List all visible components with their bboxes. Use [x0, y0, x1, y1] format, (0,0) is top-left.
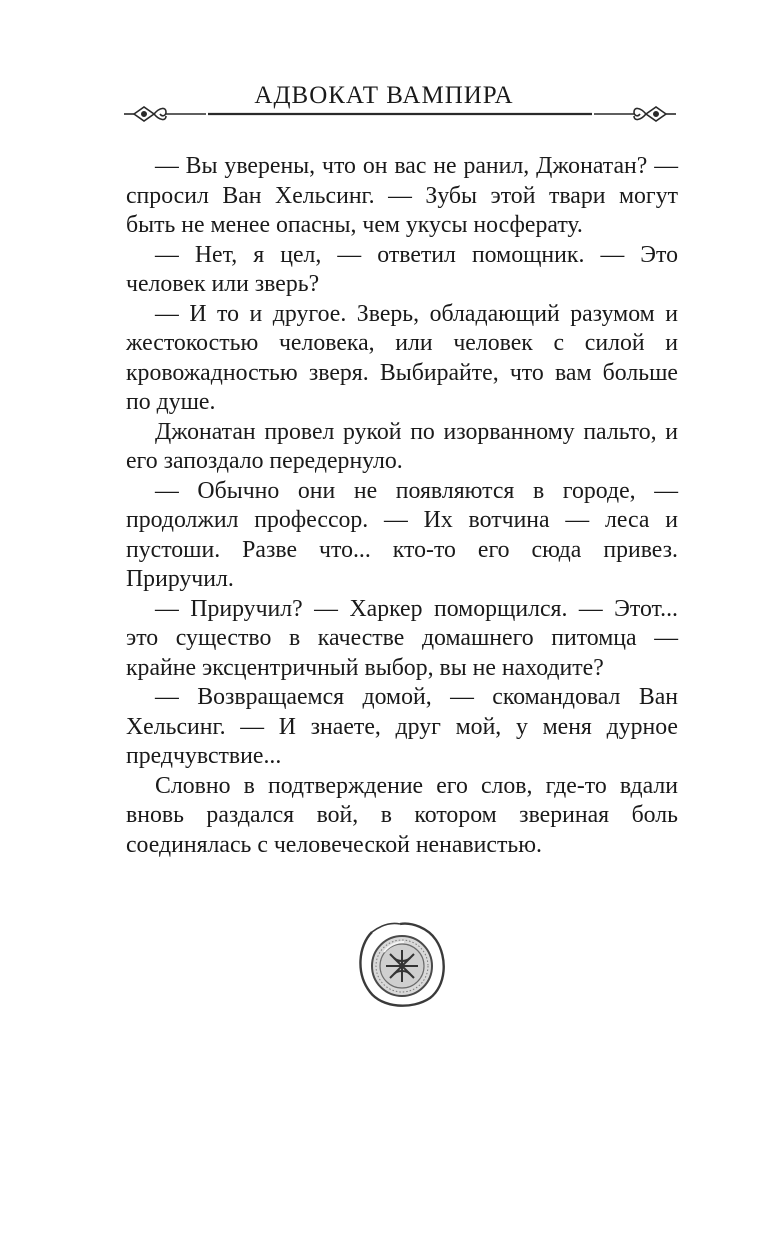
running-header [0, 0, 768, 130]
left-flourish-icon [124, 107, 206, 121]
paragraph: — Возвращаемся домой, — скомандовал Ван Хельсинг. — И знаете, друг мой, у меня дурное предчувствие... [126, 684, 678, 769]
paragraph: — Приручил? — Харкер поморщился. — Этот... это существо в качестве домашнего питомца — крайне эксцентричный выбор, вы не находите? [126, 595, 678, 681]
paragraph: — Вы уверены, что он вас не ранил, Джонатан? — спросил Ван Хельсинг. — Зубы этой твари могут быть не менее опасны, чем укусы носферату. [126, 153, 678, 238]
paragraph: — Обычно они не появляются в городе, — продолжил профессор. — Их вотчина — леса и пустоши. Разве что... кто-то его сюда привез. Приручил. [126, 477, 678, 592]
paragraph: — Нет, я цел, — ответил помощник. — Это человек или зверь? [126, 241, 678, 297]
right-flourish-icon [594, 107, 676, 121]
page-text [126, 152, 678, 860]
paragraph: — И то и другое. Зверь, обладающий разумом и жестокостью человека, или человек с силой и кровожадностью зверя. Выбирайте, что вам больше по душе. [126, 300, 678, 415]
paragraph: Джонатан провел рукой по изорванному пальто, и его запоздало передернуло. [126, 418, 678, 474]
knot-symbol [386, 950, 418, 982]
book-title: АДВОКАТ ВАМПИРА [254, 82, 514, 109]
coin-amulet-icon [350, 912, 450, 1012]
paragraph: Словно в подтверждение его слов, где-то вдали вновь раздался вой, в котором звериная боль соединялась с человеческой ненавистью. [126, 772, 678, 858]
header-ornament-rule [120, 104, 680, 128]
